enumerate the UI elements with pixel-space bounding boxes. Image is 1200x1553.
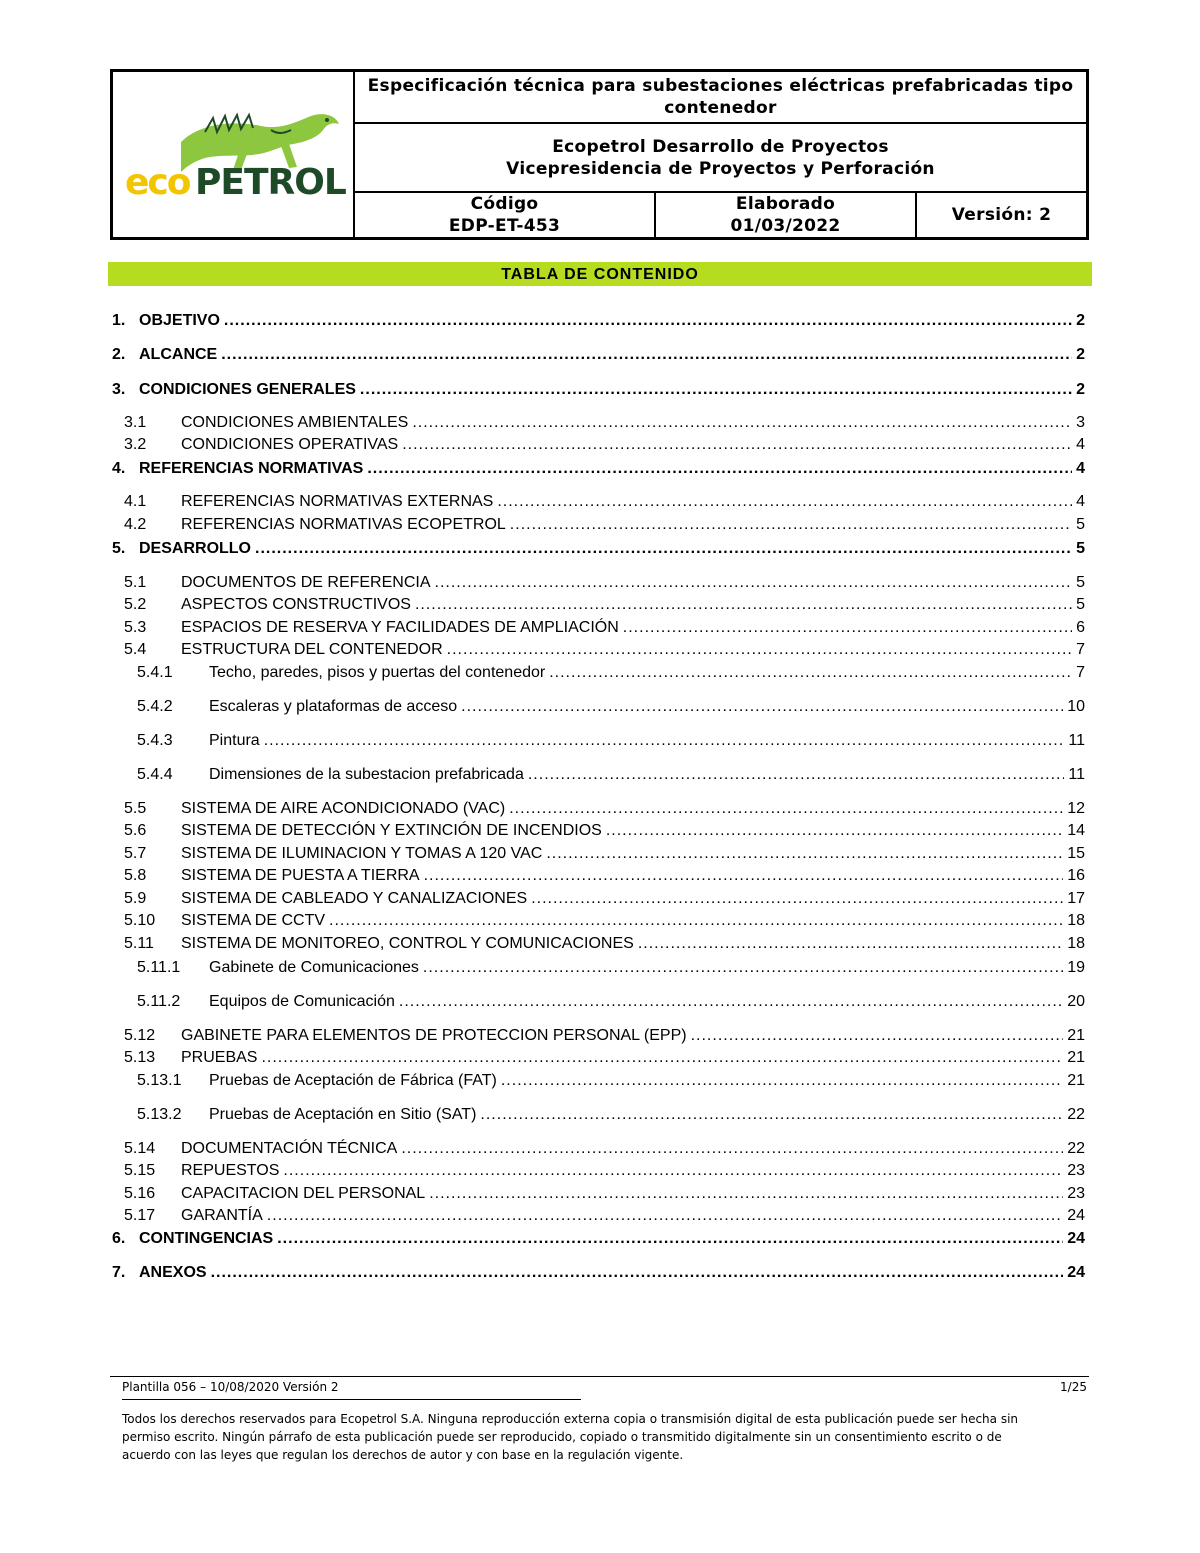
toc-entry-page: 17 — [1067, 890, 1085, 907]
toc-entry-page: 2 — [1076, 381, 1085, 398]
toc-entry-title: Escaleras y plataformas de acceso — [209, 698, 458, 715]
ecopetrol-logo — [121, 112, 347, 232]
elaborated-date: 01/03/2022 — [730, 216, 841, 236]
toc-entry-title: CONDICIONES GENERALES — [139, 381, 356, 398]
toc-entry-title: Dimensiones de la subestacion prefabricada — [209, 766, 524, 783]
organization-block — [355, 124, 1086, 193]
code-cell — [355, 193, 656, 237]
footer-underline — [122, 1399, 581, 1400]
toc-dot-leader — [423, 959, 1063, 977]
toc-dot-leader — [480, 1106, 1063, 1124]
toc-entry[interactable] — [112, 796, 1085, 818]
code-label: Código — [470, 194, 539, 214]
toc-entry-page: 15 — [1067, 845, 1085, 862]
toc-entry[interactable] — [112, 841, 1085, 863]
toc-entry-page: 5 — [1076, 540, 1085, 557]
toc-entry-page: 24 — [1067, 1230, 1085, 1247]
toc-entry[interactable] — [112, 1260, 1085, 1282]
toc-dot-leader — [415, 596, 1072, 614]
toc-entry[interactable] — [112, 1068, 1085, 1090]
toc-entry-number: 4.1 — [124, 493, 147, 510]
toc-dot-leader — [497, 493, 1072, 511]
toc-entry-page: 7 — [1076, 641, 1085, 658]
toc-entry-page: 12 — [1067, 800, 1085, 817]
toc-entry-number: 6. — [112, 1230, 126, 1247]
toc-entry-page: 20 — [1067, 993, 1085, 1010]
version-label: Versión: 2 — [951, 205, 1052, 225]
toc-dot-leader — [221, 346, 1072, 364]
toc-entry[interactable] — [112, 570, 1085, 592]
toc-entry-number: 5.13 — [124, 1049, 156, 1066]
toc-entry-title: SISTEMA DE ILUMINACION Y TOMAS A 120 VAC — [181, 845, 543, 862]
toc-entry[interactable] — [112, 863, 1085, 885]
toc-entry-number: 5.4.2 — [137, 698, 173, 715]
toc-entry-page: 23 — [1067, 1162, 1085, 1179]
toc-entry-number: 5.6 — [124, 822, 147, 839]
toc-dot-leader — [277, 1230, 1063, 1248]
document-meta-row — [355, 193, 1086, 237]
template-info: Plantilla 056 – 10/08/2020 Versión 2 — [122, 1380, 339, 1394]
toc-entry-number: 3.1 — [124, 414, 147, 431]
toc-title: TABLA DE CONTENIDO — [108, 262, 1092, 286]
org-line-2: Vicepresidencia de Proyectos y Perforación — [506, 158, 935, 179]
toc-entry-page: 7 — [1076, 664, 1085, 681]
document-title: Especificación técnica para subestaciones eléctricas prefabricadas tipo contenedor — [355, 72, 1086, 124]
toc-entry-number: 5.16 — [124, 1185, 156, 1202]
toc-dot-leader — [329, 912, 1063, 930]
elaborated-cell — [656, 193, 917, 237]
toc-entry-title: DOCUMENTACIÓN TÉCNICA — [181, 1140, 398, 1157]
toc-entry-title: Pintura — [209, 732, 260, 749]
toc-entry-page: 21 — [1067, 1027, 1085, 1044]
svg-text:eco: eco — [125, 162, 190, 203]
toc-entry[interactable] — [112, 342, 1085, 364]
toc-entry-title: DOCUMENTOS DE REFERENCIA — [181, 574, 431, 591]
toc-entry-number: 5.9 — [124, 890, 147, 907]
toc-entry-page: 6 — [1076, 619, 1085, 636]
toc-entry-title: Equipos de Comunicación — [209, 993, 395, 1010]
toc-entry-page: 19 — [1067, 959, 1085, 976]
toc-entry-title: CAPACITACION DEL PERSONAL — [181, 1185, 426, 1202]
toc-entry-number: 3.2 — [124, 436, 147, 453]
toc-dot-leader — [402, 436, 1072, 454]
toc-entry-title: SISTEMA DE PUESTA A TIERRA — [181, 867, 420, 884]
toc-dot-leader — [546, 845, 1063, 863]
toc-entry-number: 5.17 — [124, 1207, 156, 1224]
toc-entry-number: 3. — [112, 381, 126, 398]
toc-dot-leader — [447, 641, 1072, 659]
toc-entry-title: CONDICIONES AMBIENTALES — [181, 414, 409, 431]
toc-entry-number: 5.1 — [124, 574, 147, 591]
toc-dot-leader — [461, 698, 1063, 716]
toc-dot-leader — [435, 574, 1073, 592]
toc-entry-number: 5.14 — [124, 1140, 156, 1157]
toc-entry[interactable] — [112, 489, 1085, 511]
toc-dot-leader — [691, 1027, 1064, 1045]
toc-entry-title: REPUESTOS — [181, 1162, 280, 1179]
toc-entry-title: SISTEMA DE CCTV — [181, 912, 326, 929]
toc-entry-number: 5.11.1 — [137, 959, 181, 976]
toc-entry[interactable] — [112, 728, 1085, 750]
toc-entry-page: 10 — [1067, 698, 1085, 715]
document-header — [110, 69, 1089, 240]
toc-dot-leader — [531, 890, 1063, 908]
header-info — [355, 72, 1086, 237]
toc-entry-number: 5.13.1 — [137, 1072, 182, 1089]
toc-entry-number: 5.11 — [124, 935, 154, 952]
code-value: EDP-ET-453 — [448, 216, 561, 236]
toc-entry-page: 21 — [1067, 1049, 1085, 1066]
toc-entry-number: 5.7 — [124, 845, 147, 862]
toc-entry-page: 24 — [1067, 1264, 1085, 1281]
toc-dot-leader — [367, 460, 1072, 478]
toc-entry-title: REFERENCIAS NORMATIVAS ECOPETROL — [181, 516, 506, 533]
toc-entry-number: 5.3 — [124, 619, 147, 636]
toc-entry-page: 5 — [1076, 596, 1085, 613]
toc-entry-page: 5 — [1076, 574, 1085, 591]
toc-entry[interactable] — [112, 592, 1085, 614]
toc-entry[interactable] — [112, 512, 1085, 534]
toc-dot-leader — [501, 1072, 1063, 1090]
toc-entry-number: 5.4.3 — [137, 732, 173, 749]
toc-dot-leader — [224, 312, 1072, 330]
toc-entry-title: ALCANCE — [139, 346, 218, 363]
toc-dot-leader — [360, 381, 1072, 399]
toc-dot-leader — [424, 867, 1064, 885]
toc-entry-page: 24 — [1067, 1207, 1085, 1224]
toc-entry[interactable] — [112, 1136, 1085, 1158]
toc-dot-leader — [211, 1264, 1064, 1282]
toc-entry-title: CONDICIONES OPERATIVAS — [181, 436, 399, 453]
toc-entry[interactable] — [112, 955, 1085, 977]
footer-divider — [110, 1376, 1089, 1377]
toc-entry-page: 21 — [1067, 1072, 1085, 1089]
logo-cell — [113, 72, 355, 237]
toc-dot-leader — [528, 766, 1065, 784]
toc-entry-title: DESARROLLO — [139, 540, 251, 557]
toc-entry[interactable] — [112, 536, 1085, 558]
toc-entry[interactable] — [112, 1023, 1085, 1045]
toc-entry-title: ESTRUCTURA DEL CONTENEDOR — [181, 641, 443, 658]
toc-entry[interactable] — [112, 410, 1085, 432]
toc-entry-page: 14 — [1067, 822, 1085, 839]
toc-entry-page: 18 — [1067, 912, 1085, 929]
toc-entry-number: 5.5 — [124, 800, 147, 817]
toc-dot-leader — [267, 1207, 1063, 1225]
toc-entry-number: 5.4.4 — [137, 766, 173, 783]
toc-entry-page: 11 — [1068, 732, 1085, 749]
toc-entry-number: 5.8 — [124, 867, 147, 884]
org-line-1: Ecopetrol Desarrollo de Proyectos — [552, 136, 889, 157]
toc-entry[interactable] — [112, 1158, 1085, 1180]
toc-entry-page: 4 — [1076, 493, 1085, 510]
toc-entry-title: SISTEMA DE MONITOREO, CONTROL Y COMUNICACIONES — [181, 935, 634, 952]
elaborated-label: Elaborado — [735, 194, 836, 214]
toc-dot-leader — [401, 1140, 1063, 1158]
toc-entry-number: 5.13.2 — [137, 1106, 182, 1123]
toc-entry-page: 23 — [1067, 1185, 1085, 1202]
toc-entry-page: 5 — [1076, 516, 1085, 533]
toc-entry[interactable] — [112, 1181, 1085, 1203]
toc-entry[interactable] — [112, 818, 1085, 840]
toc-entry-page: 4 — [1076, 460, 1085, 477]
toc-entry-number: 5.12 — [124, 1027, 156, 1044]
copyright-notice: Todos los derechos reservados para Ecopetrol S.A. Ninguna reproducción externa copia o transmisión digital de esta publicación puede ser hecha sin permiso escrito. Ningún párrafo de esta publicación puede ser reproducido, copiado o transmitido digitalmente sin un consentimiento escrito o de acuerdo con las leyes que regulan los derechos de autor y con base en la regulación vigente. — [122, 1412, 1019, 1462]
toc-dot-leader — [264, 732, 1065, 750]
toc-entry-page: 18 — [1067, 935, 1085, 952]
version-cell — [917, 193, 1086, 237]
toc-entry-title: REFERENCIAS NORMATIVAS — [139, 460, 364, 477]
toc-dot-leader — [510, 516, 1072, 534]
toc-entry-number: 5.2 — [124, 596, 147, 613]
toc-entry-number: 1. — [112, 312, 126, 329]
toc-entry-page: 22 — [1067, 1140, 1085, 1157]
toc-entry-title: ASPECTOS CONSTRUCTIVOS — [181, 596, 411, 613]
toc-entry-page: 2 — [1076, 312, 1085, 329]
svg-text:PETROL: PETROL — [195, 162, 346, 203]
toc-entry-page: 22 — [1067, 1106, 1085, 1123]
toc-entry-title: Gabinete de Comunicaciones — [209, 959, 419, 976]
toc-entry-page: 11 — [1068, 766, 1085, 783]
toc-entry[interactable] — [112, 1045, 1085, 1067]
toc-entry-title: Pruebas de Aceptación de Fábrica (FAT) — [209, 1072, 497, 1089]
toc-entry-number: 4. — [112, 460, 126, 477]
toc-entry-title: SISTEMA DE CABLEADO Y CANALIZACIONES — [181, 890, 528, 907]
toc-entry-title: ANEXOS — [139, 1264, 207, 1281]
toc-entry-title: GABINETE PARA ELEMENTOS DE PROTECCION PERSONAL (EPP) — [181, 1027, 687, 1044]
toc-entry-number: 5.4 — [124, 641, 147, 658]
toc-dot-leader — [429, 1185, 1063, 1203]
toc-entry-number: 5.15 — [124, 1162, 156, 1179]
toc-entry[interactable] — [112, 308, 1085, 330]
toc-entry-title: SISTEMA DE DETECCIÓN Y EXTINCIÓN DE INCENDIOS — [181, 822, 602, 839]
toc-dot-leader — [606, 822, 1063, 840]
toc-dot-leader — [399, 993, 1063, 1011]
toc-entry-title: PRUEBAS — [181, 1049, 258, 1066]
toc-entry-title: REFERENCIAS NORMATIVAS EXTERNAS — [181, 493, 494, 510]
toc-entry[interactable] — [112, 886, 1085, 908]
toc-dot-leader — [638, 935, 1063, 953]
toc-entry-page: 2 — [1076, 346, 1085, 363]
toc-entry[interactable] — [112, 1102, 1085, 1124]
toc-entry[interactable] — [112, 931, 1085, 953]
toc-dot-leader — [412, 414, 1072, 432]
toc-entry-number: 5.4.1 — [137, 664, 173, 681]
toc-entry-title: Techo, paredes, pisos y puertas del contenedor — [209, 664, 546, 681]
page-number: 1/25 — [1060, 1380, 1087, 1394]
toc-dot-leader — [283, 1162, 1063, 1180]
toc-dot-leader — [623, 619, 1072, 637]
toc-entry[interactable] — [112, 377, 1085, 399]
toc-entry-page: 3 — [1076, 414, 1085, 431]
toc-entry-number: 4.2 — [124, 516, 147, 533]
toc-dot-leader — [549, 664, 1072, 682]
toc-entry-page: 4 — [1076, 436, 1085, 453]
toc-entry[interactable] — [112, 762, 1085, 784]
toc-entry-title: ESPACIOS DE RESERVA Y FACILIDADES DE AMPLIACIÓN — [181, 619, 619, 636]
toc-dot-leader — [261, 1049, 1063, 1067]
toc-dot-leader — [509, 800, 1063, 818]
toc-entry[interactable] — [112, 660, 1085, 682]
toc-entry-title: Pruebas de Aceptación en Sitio (SAT) — [209, 1106, 477, 1123]
toc-entry[interactable] — [112, 615, 1085, 637]
toc-entry-number: 2. — [112, 346, 126, 363]
toc-entry[interactable] — [112, 637, 1085, 659]
toc-dot-leader — [255, 540, 1072, 558]
toc-entry-number: 7. — [112, 1264, 126, 1281]
toc-entry-number: 5.10 — [124, 912, 156, 929]
toc-entry[interactable] — [112, 432, 1085, 454]
toc-entry-title: OBJETIVO — [139, 312, 220, 329]
toc-entry[interactable] — [112, 694, 1085, 716]
toc-entry[interactable] — [112, 1203, 1085, 1225]
toc-entry-page: 16 — [1067, 867, 1085, 884]
toc-entry-title: CONTINGENCIAS — [139, 1230, 274, 1247]
toc-entry[interactable] — [112, 989, 1085, 1011]
toc-entry-number: 5. — [112, 540, 126, 557]
toc-entry[interactable] — [112, 456, 1085, 478]
toc-entry[interactable] — [112, 908, 1085, 930]
toc-entry-title: GARANTÍA — [181, 1207, 263, 1224]
toc-entry-title: SISTEMA DE AIRE ACONDICIONADO (VAC) — [181, 800, 506, 817]
toc-entry[interactable] — [112, 1226, 1085, 1248]
toc-entry-number: 5.11.2 — [137, 993, 181, 1010]
